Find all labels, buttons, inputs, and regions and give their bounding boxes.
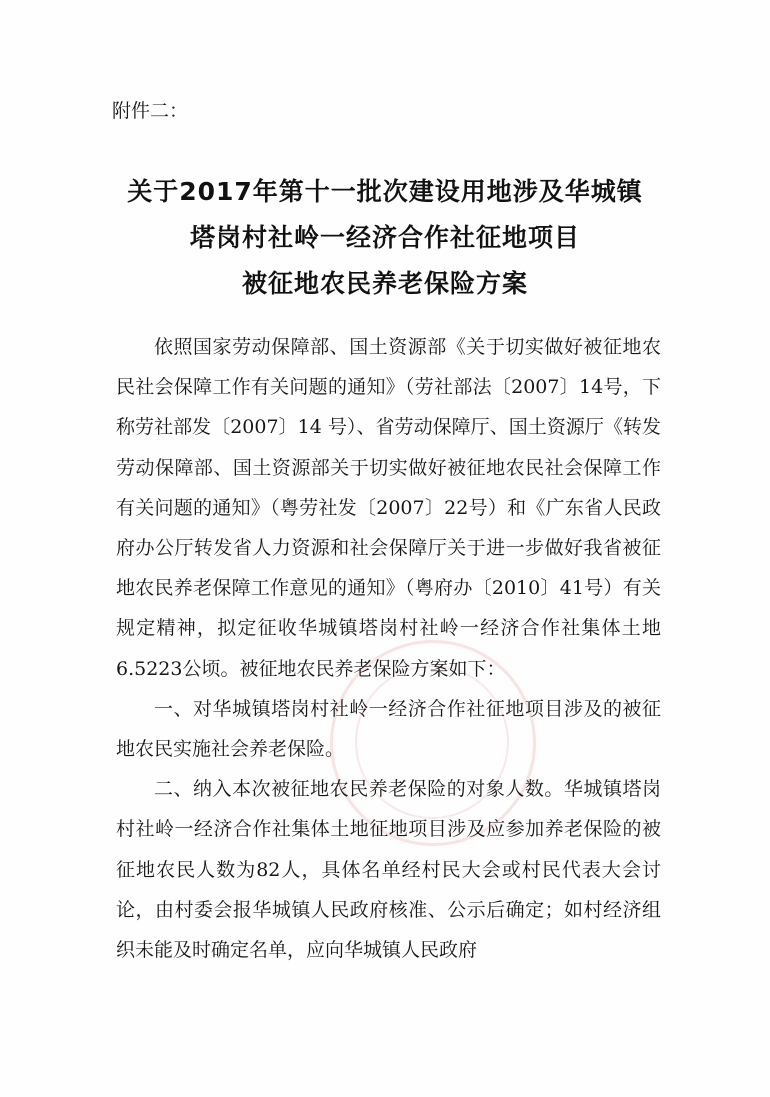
document-title-line-1: 关于2017年第十一批次建设用地涉及华城镇 xyxy=(127,177,643,206)
body-paragraph-item-1: 一、对华城镇塔岗村社岭一经济合作社征地项目涉及的被征地农民实施社会养老保险。 xyxy=(116,697,661,761)
document-body xyxy=(116,327,661,970)
body-paragraph-basis: 依照国家劳动保障部、国土资源部《关于切实做好被征地农民社会保障工作有关问题的通知》（劳社部法〔2007〕14号，下称劳社部发〔2007〕14 号）、省劳动保障厅、国土资源厅《转发劳动保障部、国土资源部关于切实做好被征地农民社会保障工作有关问题的通知》（粤劳社发〔2007〕22号）和《广东省人民政府办公厅转发省人力资源和社会保障厅关于进一步做好我省被征地农民养老保障工作意见的通知》（粤府办〔2010〕41号）有关规定精神，拟定征收华城镇塔岗村社岭一经济合作社集体土地6.5223公顷。被征地农民养老保险方案如下： xyxy=(116,336,661,680)
body-paragraph-item-2: 二、纳入本次被征地农民养老保险的对象人数。华城镇塔岗村社岭一经济合作社集体土地征地项目涉及应参加养老保险的被征地农民人数为82人，具体名单经村民大会或村民代表大会讨论，由村委会报华城镇人民政府核准、公示后确定；如村经济组织未能及时确定名单，应向华城镇人民政府 xyxy=(116,778,661,962)
document-title-line-2: 塔岗村社岭一经济合作社征地项目 xyxy=(189,223,580,252)
document-title-line-3: 被征地农民养老保险方案 xyxy=(241,269,528,298)
attachment-label: 附件二： xyxy=(112,100,189,122)
